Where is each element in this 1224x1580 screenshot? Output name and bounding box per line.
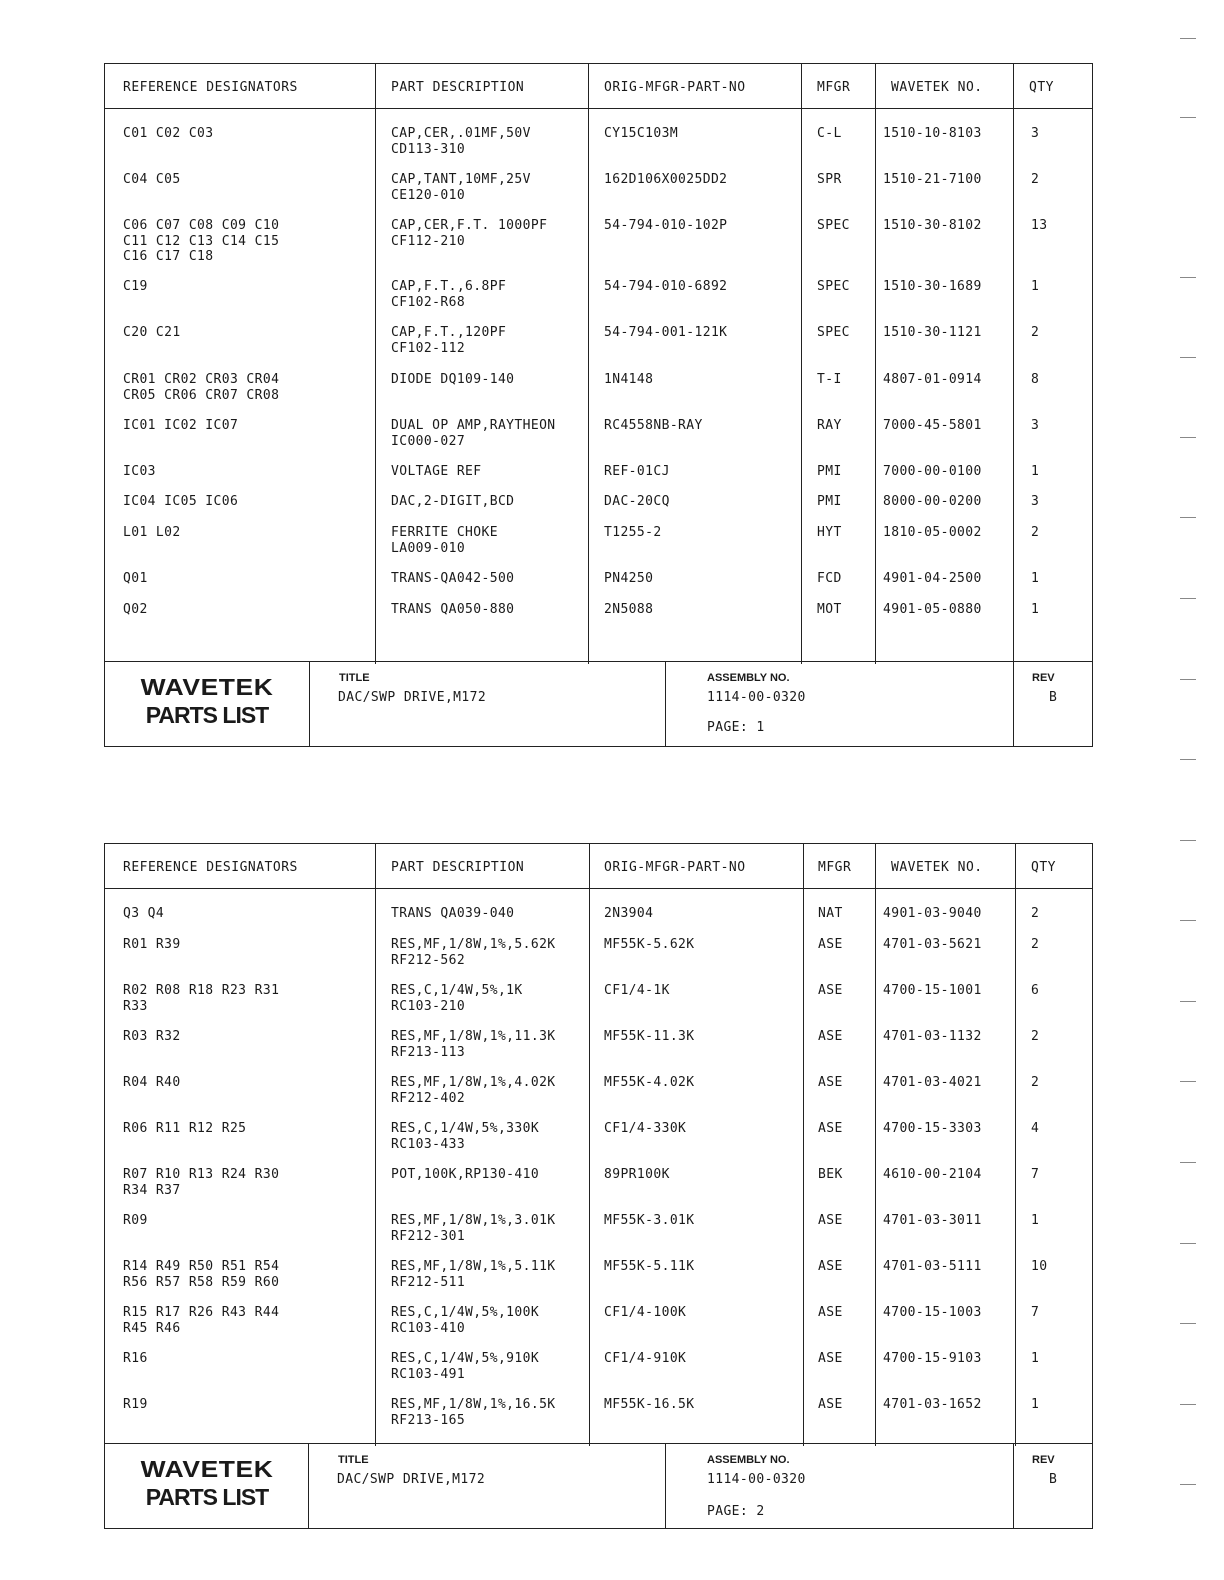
description-cell: CAP,CER,.01MF,50V CD113-310 [391, 126, 531, 157]
header-wavetek-no: WAVETEK NO. [891, 860, 983, 875]
title-block-divider [308, 1444, 309, 1528]
margin-tick [1180, 117, 1196, 118]
orig-part-cell: CF1/4-1K [604, 983, 670, 998]
ref-cell: R07 R10 R13 R24 R30 R34 R37 [123, 1167, 280, 1198]
wavetek-no-cell: 8000-00-0200 [883, 494, 982, 509]
column-divider [875, 64, 876, 664]
orig-part-cell: CF1/4-100K [604, 1305, 687, 1320]
qty-cell: 2 [1031, 906, 1040, 921]
title-block-divider [1013, 662, 1014, 746]
description-cell: RES,MF,1/8W,1%,16.5K RF213-165 [391, 1397, 556, 1428]
description-cell: RES,MF,1/8W,1%,11.3K RF213-113 [391, 1029, 556, 1060]
mfgr-cell: ASE [818, 1075, 843, 1090]
mfgr-cell: ASE [818, 1213, 843, 1228]
mfgr-cell: SPEC [817, 325, 850, 340]
wavetek-no-cell: 4901-05-0880 [883, 602, 982, 617]
ref-cell: R04 R40 [123, 1075, 181, 1090]
header-divider [105, 108, 1092, 109]
margin-tick [1180, 1162, 1196, 1163]
margin-tick [1180, 1001, 1196, 1002]
wavetek-logo [105, 1444, 309, 1528]
header-reference-designators: REFERENCE DESIGNATORS [123, 860, 298, 875]
title-block [105, 661, 1092, 746]
ref-cell: R19 [123, 1397, 148, 1412]
column-divider [1015, 844, 1016, 1446]
ref-cell: R09 [123, 1213, 148, 1228]
qty-cell: 13 [1031, 218, 1048, 233]
column-divider [588, 64, 589, 664]
orig-part-cell: MF55K-4.02K [604, 1075, 695, 1090]
ref-cell: C20 C21 [123, 325, 181, 340]
orig-part-cell: PN4250 [604, 571, 654, 586]
qty-cell: 8 [1031, 372, 1040, 387]
mfgr-cell: ASE [818, 937, 843, 952]
qty-cell: 3 [1031, 126, 1040, 141]
assembly-no-label: ASSEMBLY NO. [707, 1454, 790, 1466]
description-cell: RES,MF,1/8W,1%,5.11K RF212-511 [391, 1259, 556, 1290]
description-cell: RES,MF,1/8W,1%,4.02K RF212-402 [391, 1075, 556, 1106]
mfgr-cell: NAT [818, 906, 843, 921]
qty-cell: 1 [1031, 602, 1040, 617]
qty-cell: 2 [1031, 525, 1040, 540]
wavetek-no-cell: 4901-03-9040 [883, 906, 982, 921]
ref-cell: Q3 Q4 [123, 906, 165, 921]
page-number: PAGE: 2 [707, 1504, 765, 1519]
wavetek-no-cell: 4700-15-1001 [883, 983, 982, 998]
margin-tick [1180, 920, 1196, 921]
wavetek-no-cell: 1810-05-0002 [883, 525, 982, 540]
column-divider [375, 64, 376, 664]
mfgr-cell: ASE [818, 1121, 843, 1136]
orig-part-cell: DAC-20CQ [604, 494, 670, 509]
assembly-no: 1114-00-0320 [707, 690, 806, 705]
orig-part-cell: CY15C103M [604, 126, 679, 141]
title-block-divider [665, 1444, 666, 1528]
qty-cell: 1 [1031, 1397, 1040, 1412]
qty-cell: 2 [1031, 937, 1040, 952]
qty-cell: 3 [1031, 494, 1040, 509]
title-label: TITLE [339, 672, 370, 684]
column-divider [375, 844, 376, 1446]
ref-cell: C01 C02 C03 [123, 126, 214, 141]
wavetek-no-cell: 4701-03-3011 [883, 1213, 982, 1228]
mfgr-cell: MOT [817, 602, 842, 617]
margin-tick [1180, 1484, 1196, 1485]
mfgr-cell: RAY [817, 418, 842, 433]
wavetek-no-cell: 1510-21-7100 [883, 172, 982, 187]
orig-part-cell: 89PR100K [604, 1167, 670, 1182]
wavetek-no-cell: 7000-00-0100 [883, 464, 982, 479]
ref-cell: L01 L02 [123, 525, 181, 540]
column-divider [875, 844, 876, 1446]
orig-part-cell: RC4558NB-RAY [604, 418, 703, 433]
description-cell: RES,C,1/4W,5%,330K RC103-433 [391, 1121, 540, 1152]
wavetek-no-cell: 1510-30-1121 [883, 325, 982, 340]
description-cell: DUAL OP AMP,RAYTHEON IC000-027 [391, 418, 556, 449]
mfgr-cell: PMI [817, 494, 842, 509]
orig-part-cell: T1255-2 [604, 525, 662, 540]
ref-cell: R14 R49 R50 R51 R54 R56 R57 R58 R59 R60 [123, 1259, 280, 1290]
title-block-divider [665, 662, 666, 746]
assembly-title: DAC/SWP DRIVE,M172 [338, 690, 487, 705]
title-block-divider [1013, 1444, 1014, 1528]
mfgr-cell: HYT [817, 525, 842, 540]
qty-cell: 4 [1031, 1121, 1040, 1136]
header-divider [105, 888, 1092, 889]
description-cell: CAP,F.T.,120PF CF102-112 [391, 325, 507, 356]
page-number: PAGE: 1 [707, 720, 765, 735]
qty-cell: 3 [1031, 418, 1040, 433]
rev-value: B [1049, 1472, 1058, 1487]
ref-cell: R03 R32 [123, 1029, 181, 1044]
ref-cell: R01 R39 [123, 937, 181, 952]
header-mfgr: MFGR [818, 860, 852, 875]
qty-cell: 2 [1031, 172, 1040, 187]
orig-part-cell: 162D106X0025DD2 [604, 172, 728, 187]
wavetek-no-cell: 4701-03-1652 [883, 1397, 982, 1412]
mfgr-cell: ASE [818, 1397, 843, 1412]
orig-part-cell: 54-794-001-121K [604, 325, 728, 340]
description-cell: RES,C,1/4W,5%,100K RC103-410 [391, 1305, 540, 1336]
description-cell: FERRITE CHOKE LA009-010 [391, 525, 498, 556]
mfgr-cell: SPEC [817, 218, 850, 233]
margin-tick [1180, 437, 1196, 438]
wavetek-no-cell: 4700-15-1003 [883, 1305, 982, 1320]
wavetek-no-cell: 4701-03-1132 [883, 1029, 982, 1044]
mfgr-cell: SPR [817, 172, 842, 187]
margin-tick [1180, 1243, 1196, 1244]
wavetek-no-cell: 4807-01-0914 [883, 372, 982, 387]
qty-cell: 2 [1031, 1075, 1040, 1090]
description-cell: POT,100K,RP130-410 [391, 1167, 540, 1182]
orig-part-cell: 54-794-010-102P [604, 218, 728, 233]
mfgr-cell: ASE [818, 983, 843, 998]
margin-tick [1180, 1323, 1196, 1324]
wavetek-no-cell: 1510-30-1689 [883, 279, 982, 294]
description-cell: TRANS QA039-040 [391, 906, 515, 921]
header-orig-mfgr-part-no: ORIG-MFGR-PART-NO [604, 860, 746, 875]
header-mfgr: MFGR [817, 80, 851, 95]
wavetek-no-cell: 1510-30-8102 [883, 218, 982, 233]
ref-cell: C19 [123, 279, 148, 294]
assembly-no-label: ASSEMBLY NO. [707, 672, 790, 684]
mfgr-cell: FCD [817, 571, 842, 586]
rev-label: REV [1032, 1454, 1055, 1466]
mfgr-cell: ASE [818, 1029, 843, 1044]
qty-cell: 1 [1031, 279, 1040, 294]
description-cell: VOLTAGE REF [391, 464, 482, 479]
parts-list-sheet-1 [104, 63, 1093, 747]
mfgr-cell: ASE [818, 1305, 843, 1320]
description-cell: DIODE DQ109-140 [391, 372, 515, 387]
orig-part-cell: 54-794-010-6892 [604, 279, 728, 294]
wavetek-no-cell: 4610-00-2104 [883, 1167, 982, 1182]
ref-cell: CR01 CR02 CR03 CR04 CR05 CR06 CR07 CR08 [123, 372, 280, 403]
qty-cell: 7 [1031, 1305, 1040, 1320]
qty-cell: 2 [1031, 325, 1040, 340]
ref-cell: Q01 [123, 571, 148, 586]
orig-part-cell: MF55K-3.01K [604, 1213, 695, 1228]
title-label: TITLE [338, 1454, 369, 1466]
wavetek-no-cell: 7000-45-5801 [883, 418, 982, 433]
header-part-description: PART DESCRIPTION [391, 80, 525, 95]
description-cell: TRANS-QA042-500 [391, 571, 515, 586]
margin-tick [1180, 517, 1196, 518]
ref-cell: R06 R11 R12 R25 [123, 1121, 247, 1136]
wavetek-no-cell: 4701-03-4021 [883, 1075, 982, 1090]
qty-cell: 1 [1031, 571, 1040, 586]
column-divider [803, 844, 804, 1446]
ref-cell: R02 R08 R18 R23 R31 R33 [123, 983, 280, 1014]
margin-tick [1180, 679, 1196, 680]
orig-part-cell: MF55K-11.3K [604, 1029, 695, 1044]
qty-cell: 7 [1031, 1167, 1040, 1182]
mfgr-cell: SPEC [817, 279, 850, 294]
ref-cell: IC01 IC02 IC07 [123, 418, 239, 433]
description-cell: CAP,F.T.,6.8PF CF102-R68 [391, 279, 507, 310]
ref-cell: IC04 IC05 IC06 [123, 494, 239, 509]
column-divider [1013, 64, 1014, 664]
title-block-divider [309, 662, 310, 746]
assembly-no: 1114-00-0320 [707, 1472, 806, 1487]
parts-list-label: PARTS LIST [145, 702, 269, 728]
qty-cell: 10 [1031, 1259, 1048, 1274]
assembly-title: DAC/SWP DRIVE,M172 [337, 1472, 486, 1487]
wavetek-wordmark: WAVETEK [140, 1456, 274, 1482]
orig-part-cell: 1N4148 [604, 372, 654, 387]
mfgr-cell: C-L [817, 126, 842, 141]
description-cell: CAP,TANT,10MF,25V CE120-010 [391, 172, 531, 203]
column-divider [589, 844, 590, 1446]
wavetek-no-cell: 4901-04-2500 [883, 571, 982, 586]
rev-value: B [1049, 690, 1058, 705]
qty-cell: 6 [1031, 983, 1040, 998]
margin-tick [1180, 598, 1196, 599]
mfgr-cell: ASE [818, 1351, 843, 1366]
description-cell: RES,C,1/4W,5%,910K RC103-491 [391, 1351, 540, 1382]
wavetek-no-cell: 4700-15-3303 [883, 1121, 982, 1136]
margin-tick [1180, 759, 1196, 760]
description-cell: CAP,CER,F.T. 1000PF CF112-210 [391, 218, 548, 249]
wavetek-no-cell: 4701-03-5111 [883, 1259, 982, 1274]
wavetek-no-cell: 4701-03-5621 [883, 937, 982, 952]
description-cell: RES,C,1/4W,5%,1K RC103-210 [391, 983, 523, 1014]
ref-cell: Q02 [123, 602, 148, 617]
header-part-description: PART DESCRIPTION [391, 860, 525, 875]
orig-part-cell: CF1/4-330K [604, 1121, 687, 1136]
orig-part-cell: CF1/4-910K [604, 1351, 687, 1366]
ref-cell: C04 C05 [123, 172, 181, 187]
header-reference-designators: REFERENCE DESIGNATORS [123, 80, 298, 95]
title-block [105, 1443, 1092, 1528]
description-cell: TRANS QA050-880 [391, 602, 515, 617]
header-qty: QTY [1029, 80, 1054, 95]
ref-cell: R16 [123, 1351, 148, 1366]
orig-part-cell: MF55K-16.5K [604, 1397, 695, 1412]
wavetek-no-cell: 4700-15-9103 [883, 1351, 982, 1366]
mfgr-cell: T-I [817, 372, 842, 387]
ref-cell: R15 R17 R26 R43 R44 R45 R46 [123, 1305, 280, 1336]
orig-part-cell: 2N5088 [604, 602, 654, 617]
description-cell: RES,MF,1/8W,1%,5.62K RF212-562 [391, 937, 556, 968]
wavetek-wordmark: WAVETEK [140, 674, 274, 700]
ref-cell: C06 C07 C08 C09 C10 C11 C12 C13 C14 C15 C16 C17 C18 [123, 218, 280, 264]
qty-cell: 1 [1031, 464, 1040, 479]
mfgr-cell: PMI [817, 464, 842, 479]
margin-tick [1180, 38, 1196, 39]
orig-part-cell: MF55K-5.11K [604, 1259, 695, 1274]
qty-cell: 1 [1031, 1351, 1040, 1366]
parts-list-sheet-2 [104, 843, 1093, 1529]
qty-cell: 1 [1031, 1213, 1040, 1228]
header-wavetek-no: WAVETEK NO. [891, 80, 983, 95]
description-cell: RES,MF,1/8W,1%,3.01K RF212-301 [391, 1213, 556, 1244]
rev-label: REV [1032, 672, 1055, 684]
orig-part-cell: REF-01CJ [604, 464, 670, 479]
orig-part-cell: MF55K-5.62K [604, 937, 695, 952]
parts-list-label: PARTS LIST [145, 1484, 269, 1510]
header-qty: QTY [1031, 860, 1056, 875]
margin-tick [1180, 840, 1196, 841]
orig-part-cell: 2N3904 [604, 906, 654, 921]
header-orig-mfgr-part-no: ORIG-MFGR-PART-NO [604, 80, 746, 95]
mfgr-cell: ASE [818, 1259, 843, 1274]
margin-tick [1180, 1081, 1196, 1082]
ref-cell: IC03 [123, 464, 156, 479]
margin-tick [1180, 1404, 1196, 1405]
description-cell: DAC,2-DIGIT,BCD [391, 494, 515, 509]
qty-cell: 2 [1031, 1029, 1040, 1044]
margin-tick [1180, 357, 1196, 358]
mfgr-cell: BEK [818, 1167, 843, 1182]
wavetek-logo [105, 662, 309, 746]
margin-tick [1180, 277, 1196, 278]
wavetek-no-cell: 1510-10-8103 [883, 126, 982, 141]
column-divider [801, 64, 802, 664]
